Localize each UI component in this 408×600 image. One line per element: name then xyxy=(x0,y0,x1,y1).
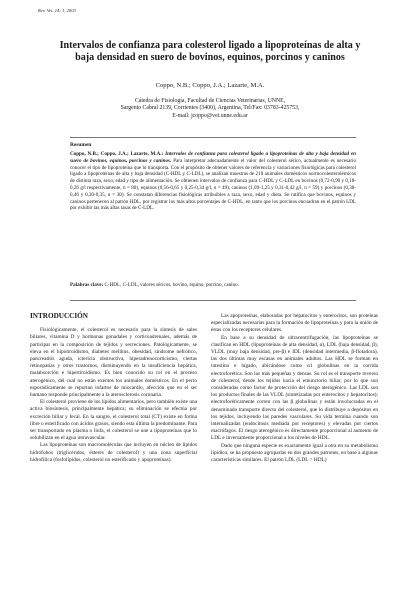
affiliation xyxy=(50,98,370,120)
affiliation-line-1: Cátedra de Fisiología, Facultad de Ciencias Veterinarias, UNNE, xyxy=(134,98,286,104)
abstract-citation-authors: Coppo, N.B.; Coppo, J.A.; Lazarte, M.A.: xyxy=(70,151,164,157)
keywords-text: C-HDL, C-LDL, valores séricos, bovino, equino, porcino, canino. xyxy=(104,282,239,288)
abstract-body xyxy=(70,151,356,212)
abstract-text: Para interpretar adecuadamente el valor del colesterol sérico, actualmente es necesario conocer el tipo de lipoproteína que lo transporta. Con el propósito de obtener valores de referencia y variaciones fisiológicas para colesterol ligado a lipoproteínas de alta y baja densidad (C-HDL y C-LDL), se analizan muestras de 218 animales domésticos normocolesterolémicos de distinta raza, sexo, edad y tipo de alimentación. Se obtienen intervalos de confianza para C-HDL y C-LDL en bovinos (0,72-0,90 y 0,18-0,26 g/l respectivamente, n = 80), equinos (0,56-0,65 y 0,25-0,34 g/l, n = 49), caninos (1,09-1,25 y 0,31-0,42 g/l, n = 59) y porcinos (0,38-0,46 y 0,30-0,35, n = 30). Se constatan diferencias fisiológicas atribuibles a raza, sexo, edad y dieta. Se ratifica que bovinos, equinos y caninos pertenecen al patrón HDL, por registrar los más altos porcentajes de C-HDL, en tanto que los porcinos encuadran en el patrón LDL por exhibir las más altas tasas de C-LDL. xyxy=(70,157,356,212)
section-heading-introduction: INTRODUCCIÓN xyxy=(30,312,88,320)
column-right xyxy=(211,313,378,464)
affiliation-line-3: E-mail: jcoppo@vet.unne.edu.ar xyxy=(172,112,248,119)
divider-bottom xyxy=(70,300,356,301)
keywords-label: Palabras clave: xyxy=(70,282,104,288)
abstract-heading: Resumen xyxy=(70,142,92,148)
keywords xyxy=(70,282,356,289)
journal-header: Rev. Vet. 14: 1, 2003 xyxy=(38,8,76,13)
intro-paragraph: Las lipoproteínas son macromoléculas que incluyen en núcleo de lípidos hidrófobos (triglicéridos, ésteres de colesterol) y una zona superficial hidrofílica (fosfolípidos, colesterol no esterificado y apoproteínas). xyxy=(30,442,197,463)
intro-paragraph: El colesterol proviene de los lípidos alimentarios, pero también existe una activa biosíntesis, principalmente hepática; su eliminación se efectúa por excreción biliar y fecal. En la sangre, el colesterol total (CT) existe en forma libre o esterificado con ácidos grasos, siendo esta última la predominante. Para ser transportado en plasma o linfa, el colesterol se une a lipoproteínas que lo solubilizan en el agua intravascular. xyxy=(30,399,197,442)
abstract-citation-title: Intervalos de confianza para colesterol ligado a lipoproteínas de alta y baja densidad en suero de bovinos, equinos, porcinos y caninos. xyxy=(70,151,356,164)
intro-paragraph: Fisiológicamente, el colesterol es necesario para la síntesis de sales biliares, vitamina D y hormonas gonadales y corticoadrenales, además de participar en la composición de tejidos y secreciones. Patológicamente, se eleva en el hipotiroidismo, diabetes mellitus, obesidad, síndrome nefrótico, pancreatitis aguda, ictericia obstructiva, hiperadrenocorticismo, ciertas retinopatías y otros trastornos, disminuyendo en la insuficiencia hepática, malabsorción e hipertiroidismo. Es bien conocido su rol en el proceso aterogénico, del cual no están exentos los animales domésticos. En el perro esporádicamente se reportan infartos de miocardio, afección que en el ser humano responde principalmente a la aterosclerosis coronaria. xyxy=(30,327,197,399)
intro-paragraph: En base a su densidad de ultracentrifugación, las lipoproteínas se clasifican en HDL (lipoproteínas de alta densidad, α), LDL (baja densidad, β), VLDL (muy baja densidad, pre-β) e IDL (densidad intermedia, β-flotadora), las dos últimas muy escasas en animales adultos. Las HDL se forman en intestino e hígado, abicándose como α1 globulinas en la corrida electroforética. Son las más pequeñas y densas. Su rol es el transporte reverso de colesterol, desde los tejidos hacia el emunctorio biliar, por lo que son consideradas como factor de protección del riesgo aterogénico. Las LDL son los productos finales de las VLDL (sintetizadas por enterocitos y hepatocitos); electroforéticamente corren con las β globulinas y están involucradas en el denominado transporte directo del colesterol, que lo distribuye a depósitos en los tejidos, incluyendo las paredes vasculares. Su vida termina cuando son internalizadas (endocitosis mediada por receptores) y elevadas por ciertos macrófagos. El riesgo aterogénico es directamente proporcional al aumento de LDL e inversamente proporcional a los niveles de HDL. xyxy=(211,334,378,442)
intro-paragraph: Las apoproteínas, elaboradas por hepatocitos y enterocitos, son proteínas especializadas necesarias para la formación de lipoproteínas y para la unión de éstas con los receptores celulares. xyxy=(211,313,378,334)
column-left xyxy=(30,313,197,464)
divider-top xyxy=(70,137,356,138)
paper-title: Intervalos de confianza para colesterol ligado a lipoproteínas de alta y baja densidad en suero de bovinos, equinos, porcinos y caninos xyxy=(59,40,361,64)
intro-paragraph: Dado que ninguna especie es exactamente igual a otra en su metabolismo lipídico, se ha propuesto agruparlas en dos grandes patrones, en base a algunas características similares. El patrón LDL (LDL > HDL) xyxy=(211,442,378,464)
affiliation-line-2: Sargento Cabral 2139, Corrientes (3400), Argentina, Tel/Fax: 03783-425753, xyxy=(120,105,300,112)
authors: Coppo, N.B.; Coppo, J.A.; Lazarte, M.A. xyxy=(155,82,265,89)
